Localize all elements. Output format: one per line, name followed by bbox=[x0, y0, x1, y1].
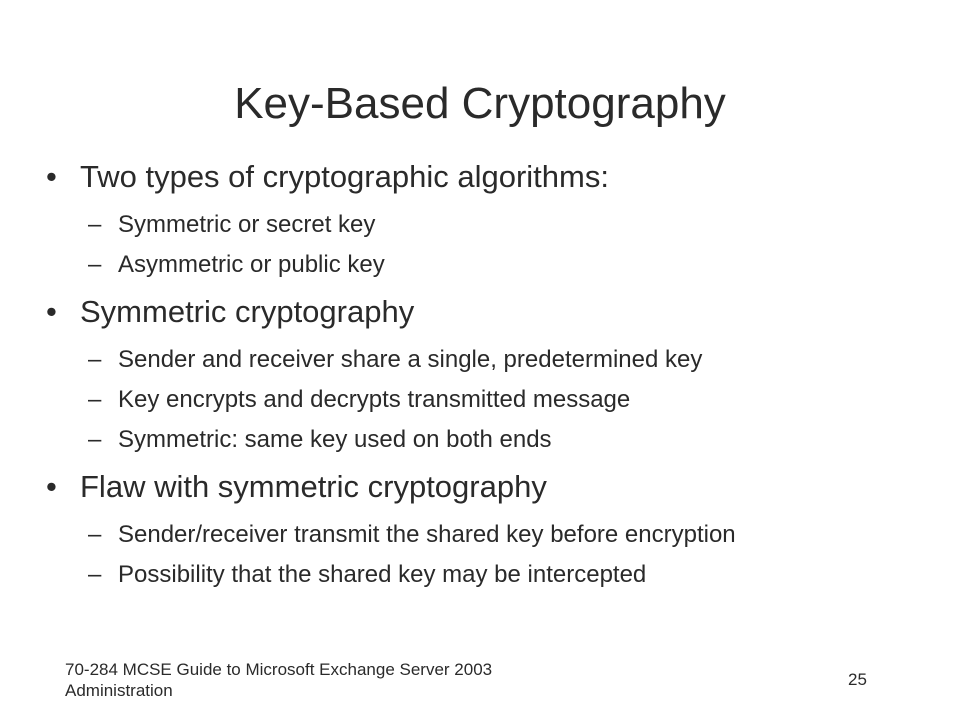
bullet-text: Flaw with symmetric cryptography bbox=[80, 469, 547, 504]
bullet-item bbox=[46, 293, 926, 331]
slide-body bbox=[46, 158, 926, 589]
dash-marker: – bbox=[88, 561, 102, 588]
bullet-item bbox=[46, 158, 926, 196]
slide-title: Key-Based Cryptography bbox=[234, 79, 726, 128]
sub-list bbox=[46, 345, 926, 454]
dash-marker: – bbox=[88, 211, 102, 238]
sub-item bbox=[46, 560, 926, 589]
footer-course-title bbox=[65, 659, 665, 701]
footer-line: 70-284 MCSE Guide to Microsoft Exchange Server 2003 bbox=[65, 660, 493, 679]
dash-marker: – bbox=[88, 386, 102, 413]
sub-list bbox=[46, 210, 926, 279]
sub-list bbox=[46, 520, 926, 589]
dash-marker: – bbox=[88, 521, 102, 548]
sub-item bbox=[46, 425, 926, 454]
dash-marker: – bbox=[88, 251, 102, 278]
sub-text: Asymmetric or public key bbox=[118, 251, 385, 278]
page-number: 25 bbox=[848, 670, 867, 689]
sub-item bbox=[46, 250, 926, 279]
footer-line: Administration bbox=[65, 681, 173, 700]
sub-text: Sender/receiver transmit the shared key before encryption bbox=[118, 521, 736, 548]
bullet-text: Two types of cryptographic algorithms: bbox=[80, 159, 609, 194]
sub-text: Key encrypts and decrypts transmitted message bbox=[118, 386, 631, 413]
bullet-marker: • bbox=[46, 294, 57, 329]
sub-text: Possibility that the shared key may be intercepted bbox=[118, 561, 647, 588]
sub-item bbox=[46, 210, 926, 239]
sub-item bbox=[46, 520, 926, 549]
bullet-text: Symmetric cryptography bbox=[80, 294, 415, 329]
sub-text: Symmetric: same key used on both ends bbox=[118, 426, 552, 453]
sub-text: Symmetric or secret key bbox=[118, 211, 376, 238]
dash-marker: – bbox=[88, 346, 102, 373]
dash-marker: – bbox=[88, 426, 102, 453]
sub-item bbox=[46, 385, 926, 414]
sub-text: Sender and receiver share a single, predetermined key bbox=[118, 346, 703, 373]
bullet-item bbox=[46, 468, 926, 506]
bullet-marker: • bbox=[46, 469, 57, 504]
bullet-marker: • bbox=[46, 159, 57, 194]
sub-item bbox=[46, 345, 926, 374]
